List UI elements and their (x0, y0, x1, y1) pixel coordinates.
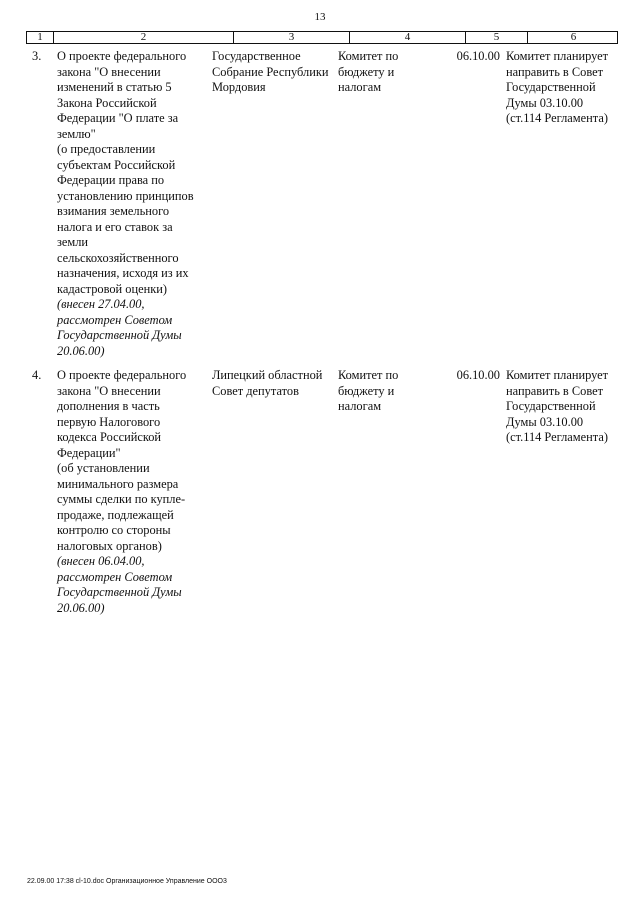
text-line: Государственной (506, 80, 596, 94)
text-line: налоговых органов) (57, 538, 162, 553)
bill-title (57, 49, 233, 359)
text-line: (о предоставлении (57, 142, 156, 156)
text-line: Мордовия (212, 80, 266, 94)
text-line: взимания земельного (57, 204, 170, 218)
text-line: Государственное (212, 49, 301, 63)
text-line: Совет депутатов (212, 383, 299, 398)
entry-number: 4. (32, 368, 42, 382)
table-header-row (26, 31, 618, 44)
text-line: Комитет по (338, 49, 399, 63)
bill-author (212, 368, 336, 399)
column-header: 2 (54, 32, 234, 43)
text-line: бюджету и (338, 64, 395, 79)
text-line: (ст.114 Регламента) (506, 111, 608, 125)
text-line: Собрание Республики (212, 64, 329, 79)
text-line: контролю со стороны (57, 523, 171, 537)
committee (338, 49, 450, 96)
text-line: налогам (338, 80, 382, 94)
note-line: Государственной Думы (57, 585, 182, 599)
note-line: рассмотрен Советом (57, 312, 173, 327)
page-number: 13 (314, 11, 326, 23)
note-line: Государственной Думы (57, 328, 182, 342)
bill-author (212, 49, 336, 96)
text-line: Федерации "О плате за (57, 111, 179, 125)
note-line: (внесен 06.04.00, (57, 554, 145, 568)
column-header: 6 (570, 31, 577, 43)
text-line: Липецкий областной (212, 368, 323, 382)
column-header: 5 (466, 32, 528, 43)
bill-note (57, 554, 233, 616)
text-line: закона "О внесении (57, 383, 161, 398)
text-line: налога и его ставок за (57, 219, 173, 234)
text-line: первую Налогового (57, 414, 161, 429)
text-line: землю" (57, 126, 96, 141)
text-line: кодекса Российской (57, 430, 162, 444)
text-line: сельскохозяйственного (57, 250, 179, 265)
note-line: (внесен 27.04.00, (57, 297, 145, 311)
text-line: субъектам Российской (57, 157, 176, 172)
note-line: 20.06.00) (57, 600, 105, 615)
column-header: 4 (350, 32, 466, 43)
note-line: 20.06.00) (57, 343, 105, 358)
text-line: О проекте федерального (57, 49, 187, 63)
text-line: суммы сделки по купле- (57, 492, 186, 506)
note-line: рассмотрен Советом (57, 569, 173, 584)
text-line: бюджету и (338, 383, 395, 398)
text-line: Закона Российской (57, 95, 157, 110)
text-line: кадастровой оценки) (57, 281, 168, 296)
text-line: Думы 03.10.00 (506, 95, 584, 110)
text-line: продаже, подлежащей (57, 507, 174, 522)
text-line: изменений в статью 5 (57, 80, 172, 94)
planned-action (506, 368, 624, 446)
text-line: Комитет планирует (506, 368, 609, 382)
text-line: дополнения в часть (57, 399, 160, 413)
bill-note (57, 297, 233, 359)
text-line: минимального размера (57, 476, 179, 491)
entry-date: 06.10.00 (456, 49, 500, 63)
text-line: Комитет по (338, 368, 399, 382)
text-line: налогам (338, 399, 382, 413)
text-line: Федерации" (57, 445, 121, 460)
text-line: Думы 03.10.00 (506, 414, 584, 429)
text-line: направить в Совет (506, 64, 604, 79)
text-line: Федерации права по (57, 173, 165, 187)
text-line: закона "О внесении (57, 64, 161, 79)
column-header: 1 (27, 32, 54, 43)
text-line: назначения, исходя из их (57, 266, 189, 280)
text-line: Государственной (506, 399, 596, 413)
entry-number: 3. (32, 49, 42, 63)
text-line: направить в Совет (506, 383, 604, 398)
entry-date: 06.10.00 (456, 368, 500, 382)
text-line: Комитет планирует (506, 49, 609, 63)
text-line: (об установлении (57, 461, 150, 475)
planned-action (506, 49, 624, 127)
document-footer: 22.09.00 17:38 cl-10.doc Организационное Управление ООО3 (27, 878, 227, 885)
column-header: 3 (234, 32, 350, 43)
committee (338, 368, 450, 415)
text-line: О проекте федерального (57, 368, 187, 382)
text-line: земли (57, 235, 89, 249)
text-line: установлению принципов (57, 188, 194, 203)
text-line: (ст.114 Регламента) (506, 430, 608, 444)
bill-title (57, 368, 233, 616)
